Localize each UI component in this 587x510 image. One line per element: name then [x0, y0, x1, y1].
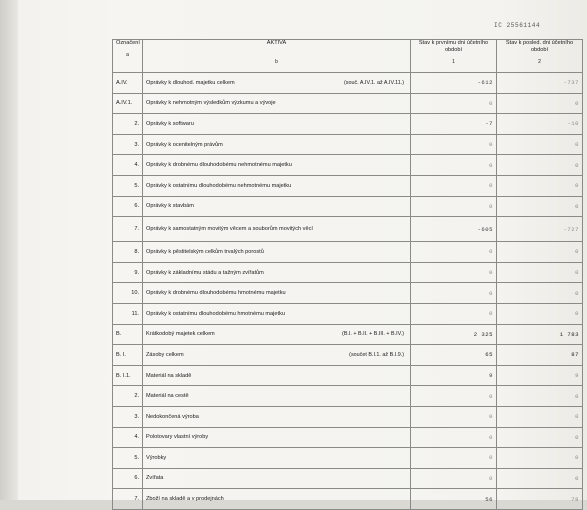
table-row: [113, 406, 583, 427]
row-label: [143, 345, 411, 366]
value-previous-period: 0: [497, 134, 583, 155]
value-current-period: 0: [411, 283, 497, 304]
value-current-period: 0: [411, 93, 497, 114]
row-designation: 8.: [113, 242, 143, 263]
row-label: [143, 175, 411, 196]
value-previous-period: 78: [497, 489, 583, 510]
row-label-text: Oprávky k pěstitelským celkům trvalých porostů: [146, 248, 264, 255]
value-current-period: 0: [411, 468, 497, 489]
value-current-period: 0: [411, 196, 497, 217]
value-previous-period: -10: [497, 114, 583, 135]
row-designation: 2.: [113, 114, 143, 135]
row-label-text: Oprávky k základnímu stádu a tažným zvířatům: [146, 269, 264, 276]
row-label-text: Oprávky k nehmotným výsledkům výzkumu a vývoje: [146, 100, 276, 107]
value-current-period: 2 325: [411, 324, 497, 345]
row-designation: B. I.1.: [113, 365, 143, 386]
row-formula-note: (B.I. + B.II. + B.III. + B.IV.): [342, 331, 404, 338]
row-label-text: Materiál na cestě: [146, 393, 189, 400]
value-current-period: 0: [411, 303, 497, 324]
table-row: [113, 386, 583, 407]
row-label-text: Oprávky k ostatnímu dlouhodobému hmotnému majetku: [146, 310, 285, 317]
row-label: [143, 489, 411, 510]
table-row: [113, 345, 583, 366]
value-previous-period: 0: [497, 93, 583, 114]
row-designation: 7.: [113, 489, 143, 510]
row-label-text: Zvířata: [146, 475, 164, 482]
table-row: [113, 489, 583, 510]
value-previous-period: 0: [497, 448, 583, 469]
row-label-text: Oprávky k ostatnímu dlouhodobému nehmotnému majetku: [146, 182, 292, 189]
row-label: [143, 324, 411, 345]
row-designation: A.IV.: [113, 73, 143, 94]
row-designation: 9.: [113, 262, 143, 283]
table-row: [113, 73, 583, 94]
value-current-period: -612: [411, 73, 497, 94]
table-row: [113, 175, 583, 196]
table-row: [113, 262, 583, 283]
row-designation: B. I.: [113, 345, 143, 366]
table-row: [113, 196, 583, 217]
table-row: [113, 303, 583, 324]
value-previous-period: 9: [497, 365, 583, 386]
row-label: [143, 448, 411, 469]
row-label-text: Nedokončená výroba: [146, 413, 199, 420]
row-label: [143, 386, 411, 407]
value-current-period: 0: [411, 406, 497, 427]
table-row: [113, 448, 583, 469]
table-row: [113, 468, 583, 489]
row-label: [143, 283, 411, 304]
value-current-period: 65: [411, 345, 497, 366]
header-previous-period: Stav k posled. dni účetního období 2: [497, 40, 583, 73]
row-designation: 6.: [113, 196, 143, 217]
row-designation: 4.: [113, 427, 143, 448]
table-row: [113, 134, 583, 155]
row-designation: 3.: [113, 134, 143, 155]
value-current-period: 56: [411, 489, 497, 510]
value-previous-period: 1 783: [497, 324, 583, 345]
table-row: [113, 155, 583, 176]
row-label: [143, 303, 411, 324]
value-previous-period: 0: [497, 406, 583, 427]
value-previous-period: 0: [497, 468, 583, 489]
row-designation: 2.: [113, 386, 143, 407]
row-label: [143, 73, 411, 94]
value-current-period: 0: [411, 242, 497, 263]
row-label-text: Oprávky k drobnému dlouhodobému hmotnému majetku: [146, 290, 286, 297]
assets-table: [112, 39, 583, 510]
table-row: [113, 242, 583, 263]
row-label: [143, 242, 411, 263]
value-previous-period: 0: [497, 175, 583, 196]
value-previous-period: 0: [497, 262, 583, 283]
row-label-text: Oprávky k ocenitelným právům: [146, 141, 223, 148]
scan-edge: [0, 0, 18, 500]
value-previous-period: 0: [497, 196, 583, 217]
row-label-text: Oprávky k softwaru: [146, 120, 194, 127]
row-label-text: Oprávky k dlouhod. majetku celkem: [146, 79, 235, 86]
table-row: [113, 324, 583, 345]
table-row: [113, 93, 583, 114]
table-header: [113, 40, 583, 73]
row-designation: 5.: [113, 448, 143, 469]
row-label-text: Zboží na skladě a v prodejnách: [146, 496, 224, 503]
row-designation: A.IV.1.: [113, 93, 143, 114]
row-label-text: Oprávky k samostatným movitým věcem a souborům movitých věcí: [146, 225, 313, 232]
document-id: IC 25561144: [494, 22, 541, 29]
row-designation: 4.: [113, 155, 143, 176]
header-assets: AKTIVA b: [143, 40, 411, 73]
row-label: [143, 217, 411, 242]
row-label-text: Oprávky k stavbám: [146, 203, 194, 210]
value-previous-period: 0: [497, 283, 583, 304]
value-previous-period: 0: [497, 386, 583, 407]
row-designation: 7.: [113, 217, 143, 242]
row-label-text: Oprávky k drobnému dlouhodobému nehmotnému majetku: [146, 162, 292, 169]
row-label-text: Zásoby celkem: [146, 351, 184, 358]
row-label: [143, 262, 411, 283]
table-row: [113, 283, 583, 304]
row-formula-note: (součet B.I.1. až B.I.9.): [349, 351, 404, 358]
value-current-period: 0: [411, 134, 497, 155]
row-label: [143, 93, 411, 114]
table-row: [113, 365, 583, 386]
row-designation: 5.: [113, 175, 143, 196]
value-current-period: 9: [411, 365, 497, 386]
value-current-period: 0: [411, 262, 497, 283]
row-label: [143, 406, 411, 427]
value-previous-period: -737: [497, 73, 583, 94]
row-designation: 10.: [113, 283, 143, 304]
row-designation: 3.: [113, 406, 143, 427]
table-row: [113, 114, 583, 135]
value-previous-period: -727: [497, 217, 583, 242]
value-previous-period: 0: [497, 155, 583, 176]
value-current-period: 0: [411, 427, 497, 448]
table-body: [113, 73, 583, 510]
row-label: [143, 365, 411, 386]
row-label: [143, 114, 411, 135]
value-previous-period: 87: [497, 345, 583, 366]
header-current-period: Stav k prvnímu dni účetního období 1: [411, 40, 497, 73]
value-previous-period: 0: [497, 242, 583, 263]
header-designation: Označení a: [113, 40, 143, 73]
value-current-period: -7: [411, 114, 497, 135]
table-row: [113, 217, 583, 242]
row-designation: 11.: [113, 303, 143, 324]
value-previous-period: 0: [497, 303, 583, 324]
row-label: [143, 427, 411, 448]
row-label-text: Polotovary vlastní výroby: [146, 434, 209, 441]
row-label: [143, 155, 411, 176]
row-formula-note: (souč. A.IV.1. až A.IV.11.): [343, 79, 404, 86]
table-row: [113, 427, 583, 448]
row-label: [143, 196, 411, 217]
row-label: [143, 134, 411, 155]
row-designation: B.: [113, 324, 143, 345]
value-current-period: -605: [411, 217, 497, 242]
value-current-period: 0: [411, 155, 497, 176]
row-label-text: Výrobky: [146, 454, 167, 461]
value-current-period: 0: [411, 175, 497, 196]
value-previous-period: 0: [497, 427, 583, 448]
value-current-period: 0: [411, 386, 497, 407]
row-label-text: Krátkodobý majetek celkem: [146, 331, 215, 338]
value-current-period: 0: [411, 448, 497, 469]
row-label: [143, 468, 411, 489]
row-designation: 6.: [113, 468, 143, 489]
row-label-text: Materiál na skladě: [146, 372, 192, 379]
